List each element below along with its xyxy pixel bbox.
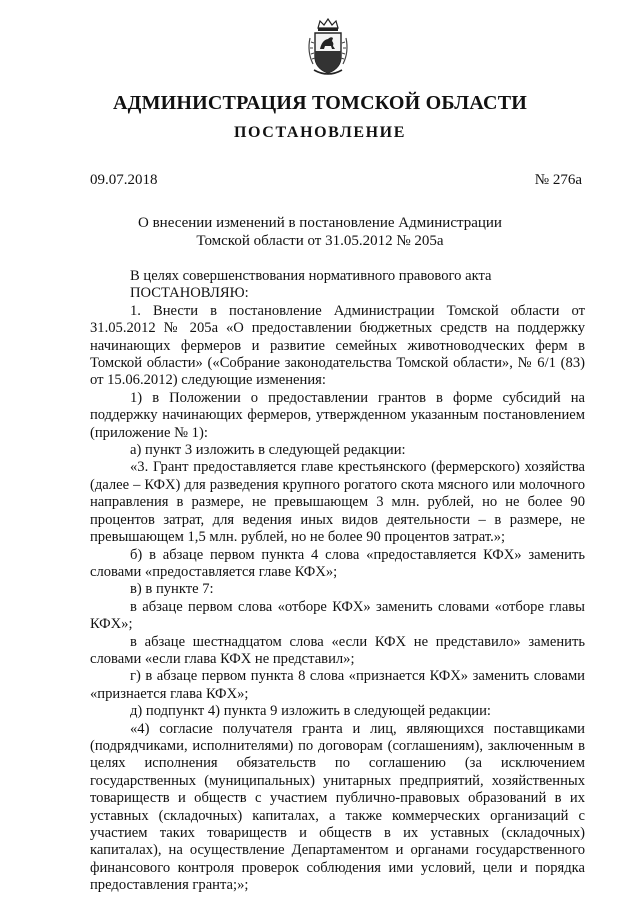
body-paragraph: б) в абзаце первом пункта 4 слова «предоставляется КФХ» заменить словами «предоставляется главе КФХ»;	[90, 546, 585, 580]
document-subject	[0, 214, 640, 250]
body-paragraph: а) пункт 3 изложить в следующей редакции:	[130, 442, 406, 459]
body-paragraph: в) в пункте 7:	[130, 581, 214, 598]
body-paragraph: В целях совершенствования нормативного правового акта	[130, 268, 492, 284]
body-paragraph: г) в абзаце первом пункта 8 слова «признается КФХ» заменить словами «признается глава КФХ»;	[90, 668, 585, 702]
subject-line-2: Томской области от 31.05.2012 № 205а	[196, 233, 444, 249]
body-paragraph: 1. Внести в постановление Администрации Томской области от 31.05.2012 № 205а «О предоставлении бюджетных средств на поддержку начинающих фермеров и развитие семейных животноводческих ферм в Томской области» («Собрание законодательства Томской области», № 6/1 (83) от 15.06.2012) следующие изменения:	[90, 302, 585, 389]
document-type: ПОСТАНОВЛЕНИЕ	[234, 124, 406, 141]
body-paragraph: в абзаце первом слова «отборе КФХ» заменить словами «отборе главы КФХ»;	[90, 598, 585, 633]
organization-name: АДМИНИСТРАЦИЯ ТОМСКОЙ ОБЛАСТИ	[112, 92, 528, 114]
subject-line-1: О внесении изменений в постановление Администрации	[138, 215, 502, 231]
body-paragraph: в абзаце шестнадцатом слова «если КФХ не представило» заменить словами «если глава КФХ не представил»;	[90, 633, 585, 667]
document-number: № 276а	[534, 172, 582, 188]
document-body	[90, 268, 585, 895]
body-paragraph: 1) в Положении о предоставлении грантов в форме субсидий на поддержку начинающих фермеров, утвержденном указанным постановлением (приложение № 1):	[90, 389, 585, 441]
body-paragraph: «4) согласие получателя гранта и лиц, являющихся поставщиками (подрядчиками, исполнителями) по договорам (соглашениям), заключенным в целях исполнения обязательств по соглашению (за исключением государственных (муниципальных) унитарных предприятий, хозяйственных товариществ и обществ с участием публично-правовых образований в их уставных (складочных) капиталах, а также коммерческих организаций с участием таких товариществ и обществ в их уставных (складочных) капиталах), на осуществление Департаментом и органами государственного финансового контроля проверок соблюдения ими условий, цели и порядка предоставления гранта;»;	[90, 720, 585, 894]
body-paragraph: ПОСТАНОВЛЯЮ:	[130, 285, 249, 302]
document-date: 09.07.2018	[90, 172, 158, 188]
body-paragraph: «3. Грант предоставляется главе крестьянского (фермерского) хозяйства (далее – КФХ) для разведения крупного рогатого скота мясного или молочного направления в размере, не превышающем 3 млн. рублей, но не более 90 процентов затрат, для ведения иных видов деятельности – в размере, не превышающем 1,5 млн. рублей, но не более 90 процентов затрат.»;	[90, 459, 585, 546]
body-paragraph: д) подпункт 4) пункта 9 изложить в следующей редакции:	[130, 703, 491, 720]
tomsk-region-coat-of-arms-icon	[306, 18, 350, 78]
